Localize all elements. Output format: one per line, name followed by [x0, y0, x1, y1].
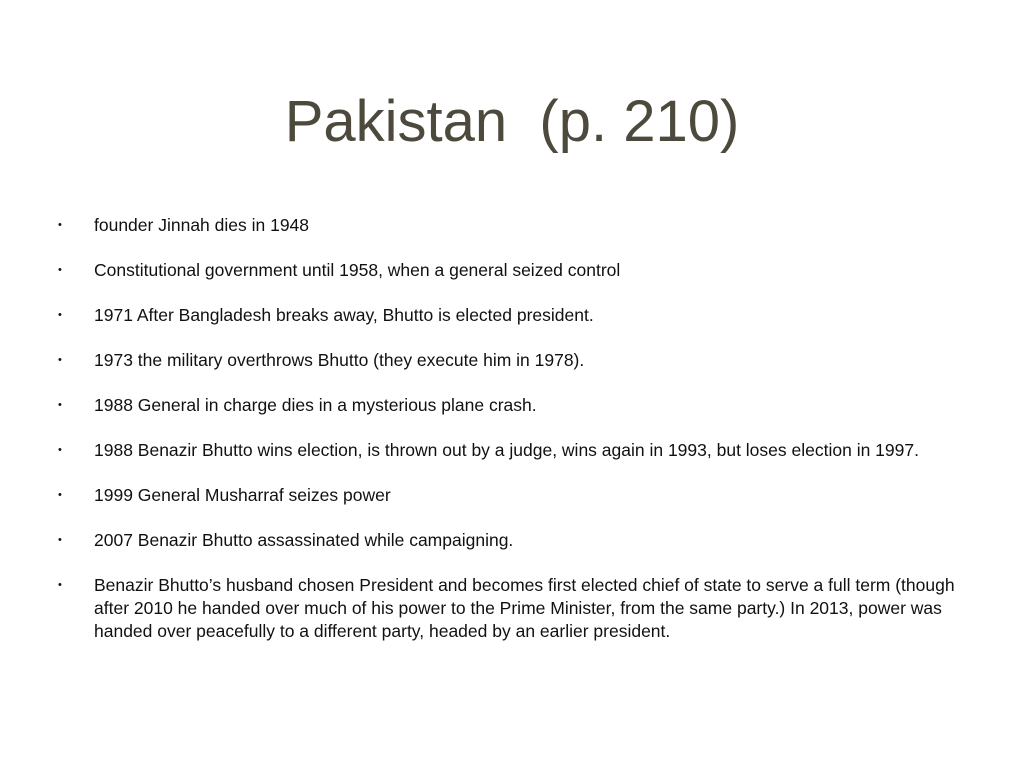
bullet-item	[58, 484, 958, 507]
bullet-dot-icon: •	[58, 354, 62, 366]
bullet-item	[58, 259, 958, 282]
bullet-text: 1988 General in charge dies in a mysterious plane crash.	[94, 395, 537, 415]
bullet-text: 1999 General Musharraf seizes power	[94, 485, 391, 505]
bullet-item	[58, 214, 958, 237]
bullet-dot-icon: •	[58, 219, 62, 231]
bullet-dot-icon: •	[58, 399, 62, 411]
bullet-text: 1971 After Bangladesh breaks away, Bhutto is elected president.	[94, 305, 594, 325]
bullet-dot-icon: •	[58, 264, 62, 276]
bullet-item	[58, 304, 958, 327]
bullet-dot-icon: •	[58, 489, 62, 501]
bullet-item	[58, 529, 958, 552]
bullet-text: Constitutional government until 1958, when a general seized control	[94, 260, 621, 280]
bullet-item	[58, 439, 958, 462]
bullet-item	[58, 574, 958, 643]
bullet-list	[58, 214, 958, 665]
bullet-text: founder Jinnah dies in 1948	[94, 215, 310, 235]
bullet-item	[58, 394, 958, 417]
bullet-dot-icon: •	[58, 534, 62, 546]
slide-title: Pakistan (p. 210)	[284, 89, 740, 154]
bullet-item	[58, 349, 958, 372]
bullet-text: 2007 Benazir Bhutto assassinated while campaigning.	[94, 530, 514, 550]
bullet-dot-icon: •	[58, 579, 62, 591]
bullet-text: Benazir Bhutto’s husband chosen President and becomes first elected chief of state to serve a full term (though after 2010 he handed over much of his power to the Prime Minister, from the same party.) In 2013, power was handed over peacefully to a different party, headed by an earlier president.	[94, 575, 955, 641]
bullet-text: 1988 Benazir Bhutto wins election, is thrown out by a judge, wins again in 1993, but loses election in 1997.	[94, 440, 919, 460]
bullet-dot-icon: •	[58, 309, 62, 321]
bullet-dot-icon: •	[58, 444, 62, 456]
bullet-text: 1973 the military overthrows Bhutto (they execute him in 1978).	[94, 350, 585, 370]
